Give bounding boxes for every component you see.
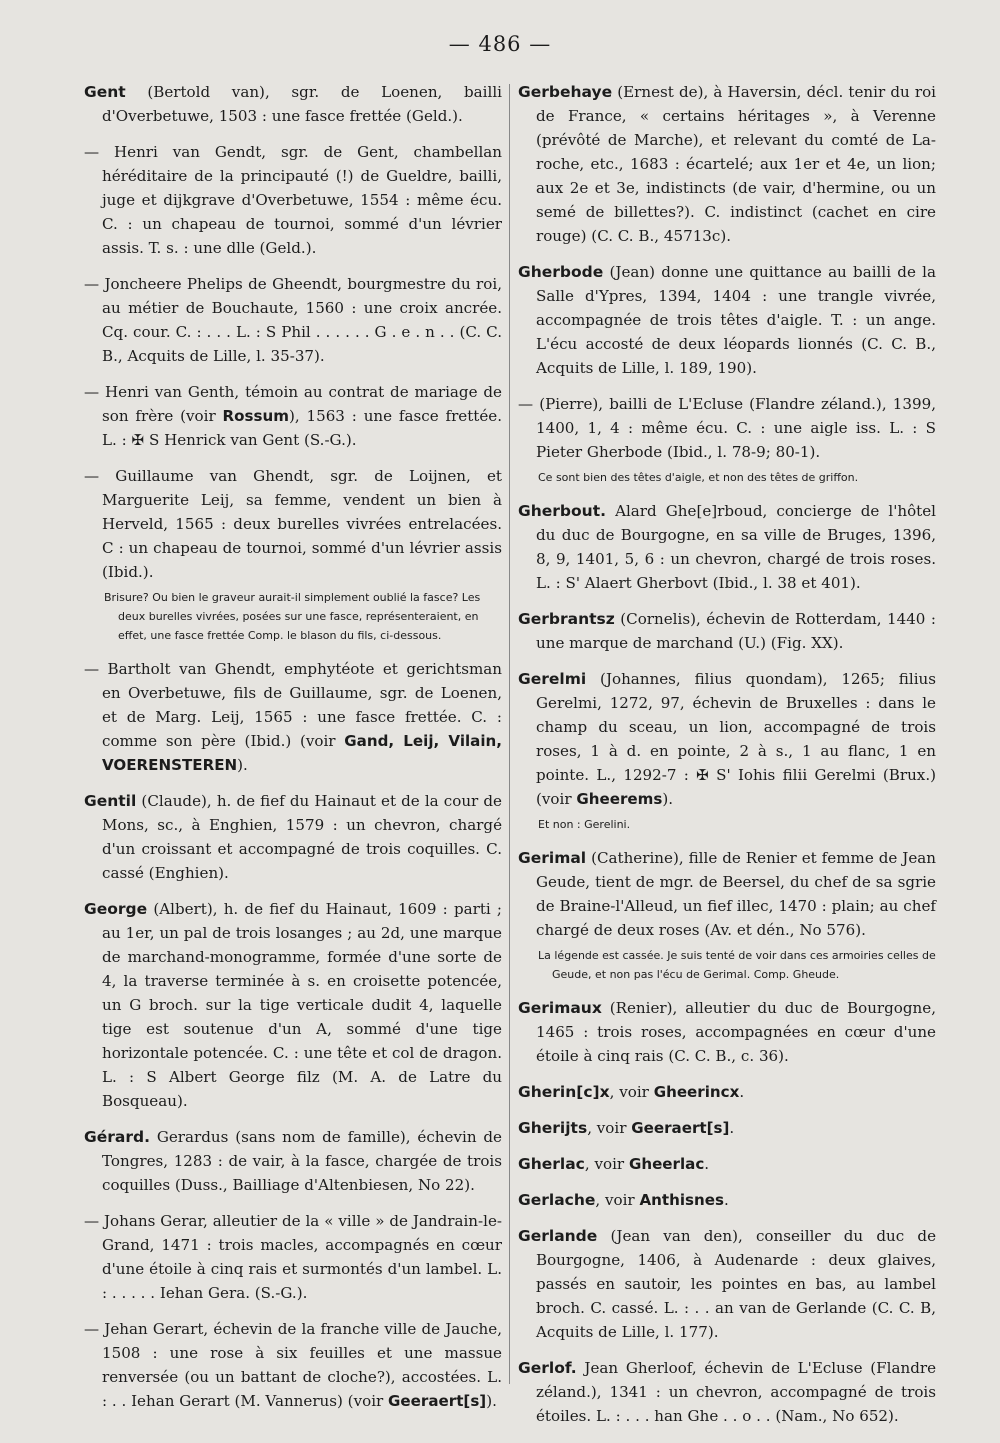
dictionary-entry xyxy=(518,80,936,248)
entry-text: — Johans Gerar, alleutier de la « ville » de Jandrain-le-Grand, 1471 : trois macles, accompagnés en cœur d'une étoile à cinq rais et surmontés d'un lambel. L. : . . . . . Iehan Gera. (S.-G.). xyxy=(84,1212,502,1302)
dictionary-entry xyxy=(518,499,936,595)
dictionary-entry xyxy=(84,1209,502,1305)
entry-text: — Henri van Gendt, sgr. de Gent, chambellan héréditaire de la principauté (!) de Gueldre, bailli, juge et dijkgrave d'Overbetuwe, 1554 : même écu. C. : un chapeau de tournoi, sommé d'un lévrier assis. T. s. : une dlle (Geld.). xyxy=(84,143,502,257)
cross-reference: Gheerlac xyxy=(628,1155,705,1173)
entry-headword: Gerimal xyxy=(518,849,587,867)
entry-text: (Renier), alleutier du duc de Bourgogne, 1465 : trois roses, accompagnées en cœur d'une étoile à cinq rais (C. C. B., c. 36). xyxy=(536,999,936,1065)
entry-headword: Gherbode xyxy=(518,263,604,281)
cross-reference: Geeraert[s] xyxy=(631,1119,730,1137)
cross-reference: Gheerems xyxy=(576,790,663,808)
entry-text: ). xyxy=(237,756,248,774)
left-column xyxy=(84,80,502,1425)
entry-headword: Gerlof. xyxy=(518,1359,577,1377)
dictionary-entry xyxy=(518,846,936,942)
entry-text: (Ernest de), à Haversin, décl. tenir du roi de France, « certains héritages », à Verenne (prévôté de Marche), et relevant du comté de La-roche, etc., 1683 : écartelé; aux 1er et 4e, un lion; aux 2e et 3e, indistincts (de vair, d'hermine, ou un semé de billettes?). C. indistinct (cachet en cire rouge) (C. C. B., 45713c). xyxy=(536,83,936,245)
cross-reference: Geeraert[s] xyxy=(388,1392,487,1410)
entry-text: (Catherine), fille de Renier et femme de Jean Geude, tient de mgr. de Beersel, du chef de sa sgrie de Braine-l'Alleud, un fief illec, 1470 : plain; au chef chargé de deux roses (Av. et dén., No 576). xyxy=(536,849,936,939)
column-divider xyxy=(509,84,510,1384)
entry-text: Jean Gherloof, échevin de L'Ecluse (Flandre zéland.), 1341 : un chevron, accompagné de trois étoiles. L. : . . . han Ghe . . o . . (Nam., No 652). xyxy=(536,1359,936,1425)
entry-text: . xyxy=(739,1083,745,1101)
dictionary-entry xyxy=(84,1125,502,1197)
page-number: — 486 — xyxy=(448,32,552,56)
entry-text: — Jehan Gerart, échevin de la franche ville de Jauche, 1508 : une rose à six feuilles et une massue renversée (ou un battant de cloche?), accostées. L. : . . Iehan Gerart (M. Vannerus) (voir xyxy=(84,1320,502,1410)
cross-reference: Anthisnes xyxy=(639,1191,724,1209)
entry-text: — Guillaume van Ghendt, sgr. de Loijnen, et Marguerite Leij, sa femme, vendent un bien à Herveld, 1565 : deux burelles vivrées entrelacées. C : un chapeau de tournoi, sommé d'un lévrier assis (Ibid.). xyxy=(84,467,502,581)
entry-text: . xyxy=(723,1191,729,1209)
dictionary-entry xyxy=(84,789,502,885)
entry-text: (Jean) donne une quittance au bailli de la Salle d'Ypres, 1394, 1404 : une trangle vivrée, accompagnée de trois têtes d'aigle. T. : un ange. L'écu accosté de deux léopards lionnés (C. C. B., Acquits de Lille, l. 189, 190). xyxy=(536,263,936,377)
entry-text: — Henri van Genth, témoin au contrat de mariage de son frère (voir xyxy=(84,383,502,425)
entry-headword: Gherbout. xyxy=(518,502,606,520)
entry-text: (Cornelis), échevin de Rotterdam, 1440 : une marque de marchand (U.) (Fig. XX). xyxy=(536,610,936,652)
entry-text: ), 1563 : une fasce frettée. L. : ✠ S Henrick van Gent (S.-G.). xyxy=(102,407,503,449)
dictionary-entry xyxy=(518,1080,936,1104)
dictionary-entry xyxy=(84,464,502,584)
entry-text: (Claude), h. de fief du Hainaut et de la cour de Mons, sc., à Enghien, 1579 : un chevron, chargé d'un croissant et accompagné de trois coquilles. C. cassé (Enghien). xyxy=(102,792,502,882)
entry-headword: Gerlache xyxy=(518,1191,596,1209)
entry-headword: Gerbehaye xyxy=(518,83,613,101)
entry-headword: Gherin[c]x xyxy=(518,1083,610,1101)
dictionary-entry xyxy=(518,996,936,1068)
entry-headword: Gerlande xyxy=(518,1227,598,1245)
dictionary-entry xyxy=(84,1317,502,1413)
entry-headword: Gherlac xyxy=(518,1155,585,1173)
entry-text: (Bertold van), sgr. de Loenen, bailli d'Overbetuwe, 1503 : une fasce frettée (Geld.). xyxy=(102,83,502,125)
entry-headword: Gerelmi xyxy=(518,670,587,688)
cross-reference: Gheerincx xyxy=(653,1083,740,1101)
cross-reference: Rossum xyxy=(222,407,289,425)
cross-reference: Gand, Leij, Vilain, VOERENSTEREN xyxy=(102,732,503,774)
entry-note: Et non : Gerelini. xyxy=(538,818,631,831)
entry-headword: Gerbrantsz xyxy=(518,610,615,628)
dictionary-entry xyxy=(84,657,502,777)
dictionary-entry xyxy=(518,1152,936,1176)
entry-text: . xyxy=(729,1119,735,1137)
entry-text: (Albert), h. de fief du Hainaut, 1609 : parti ; au 1er, un pal de trois losanges ; au 2d, une marque de marchand-monogramme, formée d'une sorte de 4, la traverse terminée à s. en croisette potencée, un G broch. sur la tige verticale dudit 4, laquelle tige est soutenue d'un A, sommé d'une tige horizontale potencée. C. : une tête et col de dragon. L. : S Albert George filz (M. A. de Latre du Bosqueau). xyxy=(102,900,502,1110)
entry-headword: George xyxy=(84,900,148,918)
entry-headword: Gentil xyxy=(84,792,137,810)
dictionary-entry xyxy=(518,1356,936,1428)
entry-headword: Gherijts xyxy=(518,1119,588,1137)
entry-text: , voir xyxy=(584,1155,629,1173)
right-column xyxy=(518,80,936,1440)
entry-text: — Joncheere Phelips de Gheendt, bourgmestre du roi, au métier de Bouchaute, 1560 : une croix ancrée. Cq. cour. C. : . . . L. : S Phil . . . . . . G . e . n . . (C. C. B., Acquits de Lille, l. 35-37). xyxy=(84,275,502,365)
entry-text: (Johannes, filius quondam), 1265; filius Gerelmi, 1272, 97, échevin de Bruxelles : dans le champ du sceau, un lion, accompagné de trois roses, 1 à d. en pointe, 2 à s., 1 au flanc, 1 en pointe. L., 1292-7 : ✠ S' Iohis filii Gerelmi (Brux.) (voir xyxy=(536,670,936,808)
entry-headword: Gérard. xyxy=(84,1128,150,1146)
dictionary-entry xyxy=(518,1116,936,1140)
entry-text: , voir xyxy=(587,1119,632,1137)
dictionary-entry xyxy=(84,897,502,1113)
dictionary-entry xyxy=(518,260,936,380)
entry-headword: Gerimaux xyxy=(518,999,602,1017)
dictionary-entry xyxy=(518,667,936,811)
entry-text: ). xyxy=(486,1392,497,1410)
entry-text: ). xyxy=(662,790,674,808)
entry-note: La légende est cassée. Je suis tenté de voir dans ces armoiries celles de Geude, et non pas l'écu de Gerimal. Comp. Gheude. xyxy=(538,949,936,981)
entry-note: Brisure? Ou bien le graveur aurait-il simplement oublié la fasce? Les deux burelles vivrées, posées sur une fasce, représenteraient, en effet, une fasce frettée Comp. le blason du fils, ci-dessous. xyxy=(104,591,481,642)
dictionary-entry xyxy=(84,140,502,260)
dictionary-entry xyxy=(518,392,936,464)
dictionary-entry xyxy=(518,607,936,655)
entry-text: (Jean van den), conseiller du duc de Bourgogne, 1406, à Audenarde : deux glaives, passés en sautoir, les pointes en bas, au lambel broch. C. cassé. L. : . . an van de Gerlande (C. C. B, Acquits de Lille, l. 177). xyxy=(536,1227,936,1341)
entry-text: — (Pierre), bailli de L'Ecluse (Flandre zéland.), 1399, 1400, 1, 4 : même écu. C. : une aigle iss. L. : S Pieter Gherbode (Ibid., l. 78-9; 80-1). xyxy=(518,395,936,461)
entry-text: , voir xyxy=(609,1083,654,1101)
entry-note: Ce sont bien des têtes d'aigle, et non des têtes de griffon. xyxy=(538,471,859,484)
dictionary-entry xyxy=(518,1188,936,1212)
entry-text: . xyxy=(704,1155,710,1173)
dictionary-entry xyxy=(84,80,502,128)
entry-text: Alard Ghe[e]rboud, concierge de l'hôtel du duc de Bourgogne, en sa ville de Bruges, 1396, 8, 9, 1401, 5, 6 : un chevron, chargé de trois roses. L. : S' Alaert Gherbovt (Ibid., l. 38 et 401). xyxy=(536,502,936,592)
dictionary-entry xyxy=(518,1224,936,1344)
entry-headword: Gent xyxy=(84,83,126,101)
dictionary-entry xyxy=(84,272,502,368)
entry-text: , voir xyxy=(595,1191,640,1209)
entry-text: Gerardus (sans nom de famille), échevin de Tongres, 1283 : de vair, à la fasce, chargée de trois coquilles (Duss., Bailliage d'Altenbiesen, No 22). xyxy=(102,1128,502,1194)
dictionary-entry xyxy=(84,380,502,452)
entry-text: — Bartholt van Ghendt, emphytéote et gerichtsman en Overbetuwe, fils de Guillaume, sgr. de Loenen, et de Marg. Leij, 1565 : une fasce frettée. C. : comme son père (Ibid.) (voir xyxy=(84,660,502,750)
